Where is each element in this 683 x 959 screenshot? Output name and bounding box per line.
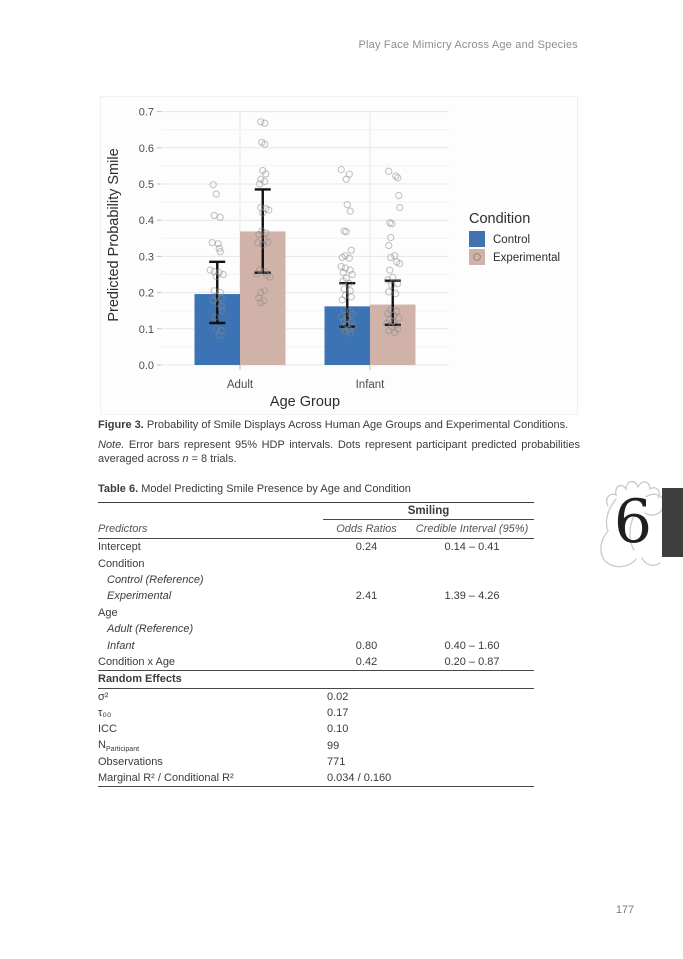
legend <box>469 211 560 265</box>
table-row <box>98 539 534 555</box>
table-row <box>98 654 534 670</box>
random-effect-label: ICC <box>98 723 117 736</box>
random-effect-label: σ² <box>98 690 109 703</box>
random-effects-row <box>98 721 534 737</box>
figure-label: Figure 3. <box>98 419 144 431</box>
svg-text:0.5: 0.5 <box>138 179 154 191</box>
span-header-smiling: Smiling <box>323 503 534 520</box>
svg-text:0.7: 0.7 <box>138 106 154 119</box>
figure-3-container <box>100 96 578 415</box>
figure-caption-line <box>98 418 580 433</box>
note-text-tail: = 8 trials. <box>188 453 237 465</box>
table-span-header-row <box>98 503 534 520</box>
odds-ratio-value: 0.80 <box>355 639 378 652</box>
svg-text:0.4: 0.4 <box>138 215 154 228</box>
page-number: 177 <box>615 904 635 916</box>
figure-title: Probability of Smile Displays Across Human Age Groups and Experimental Conditions. <box>146 419 569 431</box>
predictor-label: Condition <box>98 557 145 570</box>
legend-title: Condition <box>469 211 531 227</box>
table-row <box>98 588 534 604</box>
note-text: Error bars represent 95% HDP intervals. Dots represent participant predicted probabilities averaged across <box>98 438 580 465</box>
odds-ratio-value: 0.24 <box>355 541 378 554</box>
svg-text:0.6: 0.6 <box>138 142 154 155</box>
random-effects-header: Random Effects <box>98 673 182 686</box>
credible-interval-value: 0.40 – 1.60 <box>444 639 500 652</box>
table-label: Table 6. <box>98 483 139 495</box>
note-label: Note. <box>98 438 125 451</box>
svg-text:0.0: 0.0 <box>138 360 154 372</box>
predictor-label: Control (Reference) <box>107 573 204 586</box>
figure-note <box>98 438 580 467</box>
table-row <box>98 605 534 621</box>
credible-interval-value: 1.39 – 4.26 <box>444 590 500 603</box>
credible-interval-value: 0.20 – 0.87 <box>444 655 500 668</box>
table-title-text: Model Predicting Smile Presence by Age and Condition <box>141 483 411 495</box>
chapter-number: 6 <box>613 487 653 557</box>
predictor-label: Experimental <box>107 590 172 603</box>
note-variable-n: n <box>182 453 189 465</box>
table-row <box>98 637 534 653</box>
table-row <box>98 572 534 588</box>
predictor-label: Intercept <box>98 541 141 554</box>
random-effects-row <box>98 754 534 770</box>
svg-text:0.1: 0.1 <box>138 323 154 336</box>
legend-label-control: Control <box>493 234 531 246</box>
odds-ratio-value: 2.41 <box>355 590 378 603</box>
legend-key-experimental <box>469 249 485 265</box>
running-head: Play Face Mimicry Across Age and Species <box>358 39 578 51</box>
smile-probability-bar-chart <box>101 97 577 414</box>
table-row <box>98 621 534 637</box>
y-axis-title: Predicted Probability Smile <box>106 148 122 322</box>
random-effect-label: τ₀₀ <box>98 707 112 720</box>
column-header-credible-interval: Credible Interval (95%) <box>415 523 529 535</box>
predictor-label: Adult (Reference) <box>107 623 194 636</box>
random-effect-value: 99 <box>327 739 340 752</box>
x-axis-title: Age Group <box>269 394 341 410</box>
random-effects-body <box>98 689 534 787</box>
svg-text:0.3: 0.3 <box>138 251 154 264</box>
random-effect-label: Marginal R² / Conditional R² <box>98 772 234 785</box>
random-effect-value: 0.10 <box>327 723 349 736</box>
predictor-label: Infant <box>107 639 135 652</box>
x-tick-adult: Adult <box>226 379 254 391</box>
table-bottom-rule <box>98 786 534 787</box>
random-effects-row <box>98 770 534 786</box>
random-effect-value: 0.17 <box>327 707 349 720</box>
legend-label-experimental: Experimental <box>493 252 561 264</box>
table-row <box>98 555 534 571</box>
random-effect-label: Observations <box>98 755 163 768</box>
random-effect-value: 0.02 <box>327 690 349 703</box>
random-effects-row <box>98 689 534 705</box>
column-header-odds-ratios: Odds Ratios <box>336 523 397 535</box>
random-effects-row <box>98 738 534 754</box>
bars <box>195 231 416 365</box>
x-tick-infant: Infant <box>355 379 385 391</box>
figure-3-caption <box>98 418 580 467</box>
table-body <box>98 539 534 670</box>
table-6 <box>98 483 534 787</box>
random-effect-value: 771 <box>327 755 346 768</box>
column-header-predictors: Predictors <box>98 523 148 535</box>
predictor-label: Condition x Age <box>98 655 176 668</box>
odds-ratio-value: 0.42 <box>355 655 378 668</box>
random-effect-label: $N_{Participant}$ <box>98 738 140 753</box>
table-6-title <box>98 483 534 495</box>
chapter-edge-tab <box>662 488 683 557</box>
svg-text:0.2: 0.2 <box>138 287 154 300</box>
span-header-spacer <box>98 503 323 520</box>
legend-key-control <box>469 231 485 247</box>
random-effects-row <box>98 705 534 721</box>
predictor-label: Age <box>98 606 118 619</box>
random-effect-value: 0.034 / 0.160 <box>327 772 392 785</box>
credible-interval-value: 0.14 – 0.41 <box>444 541 500 554</box>
table-column-headers <box>98 520 534 539</box>
